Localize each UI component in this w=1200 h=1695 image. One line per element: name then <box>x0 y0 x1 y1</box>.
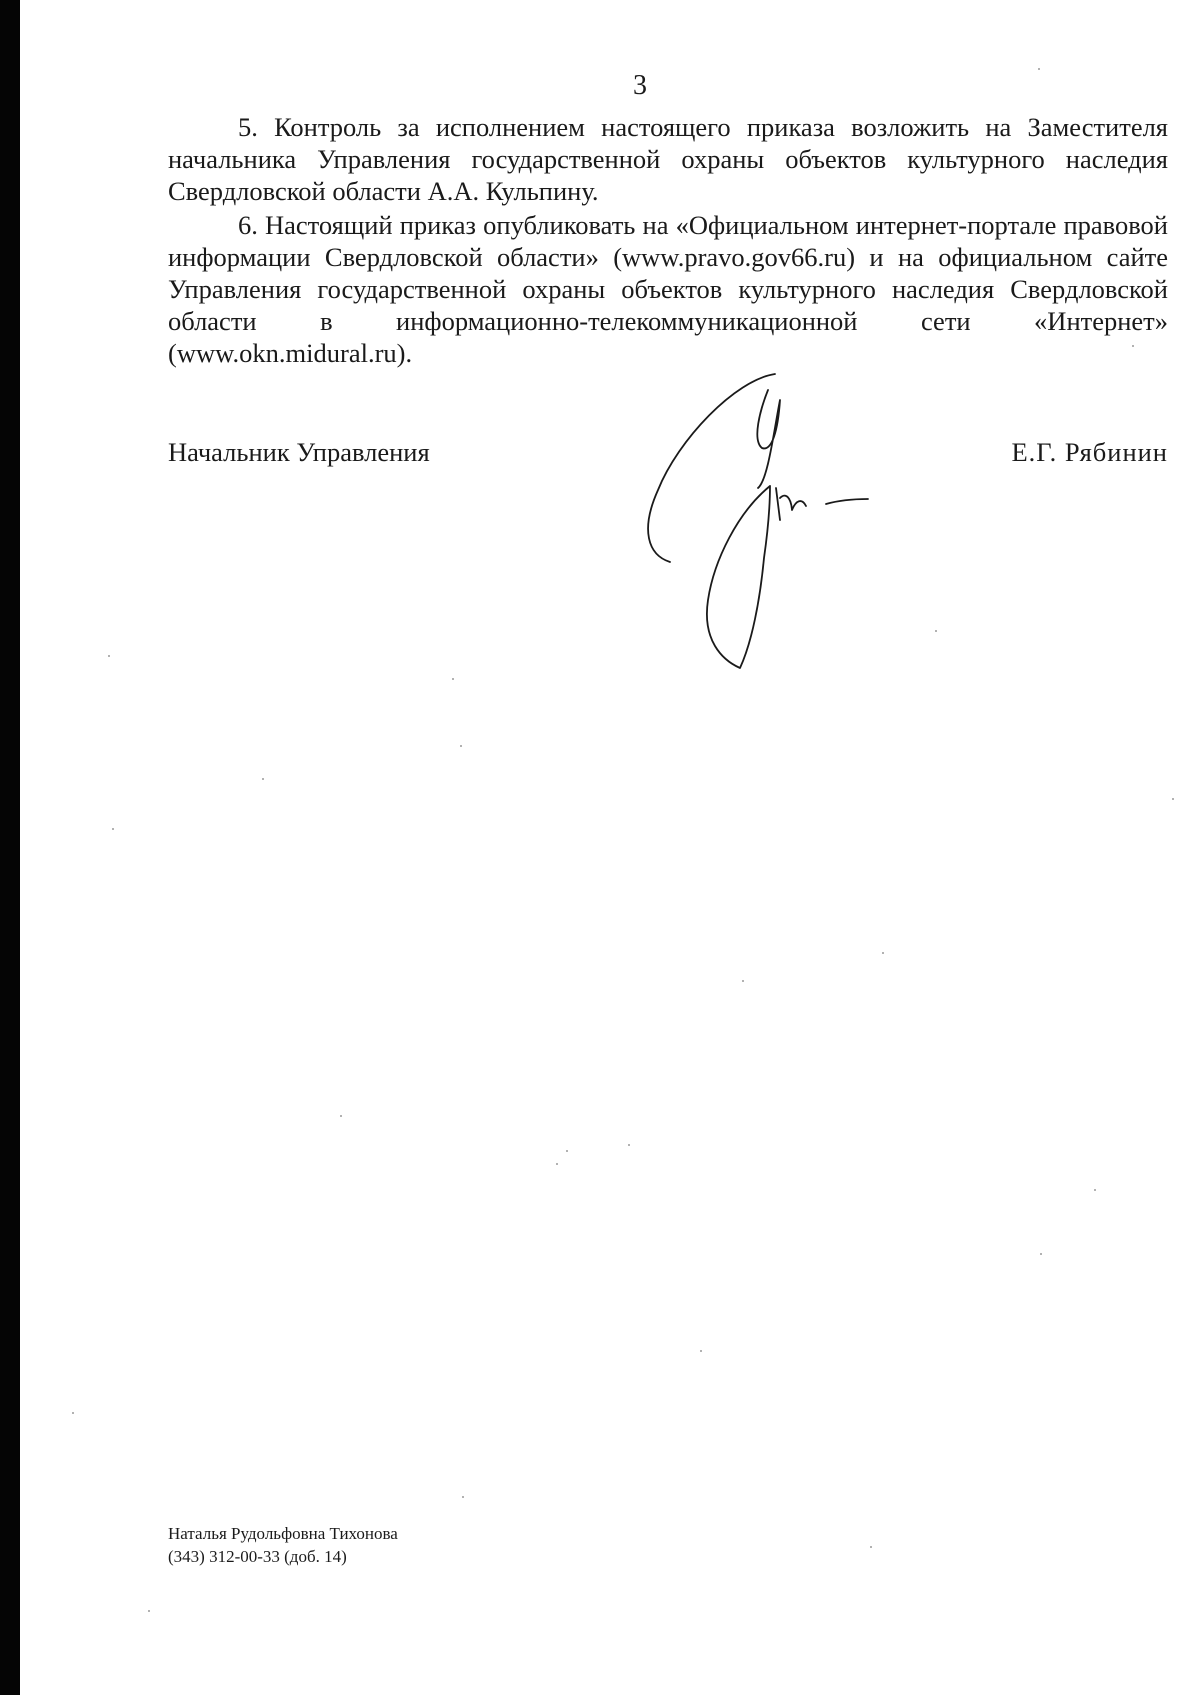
scan-speck <box>112 828 114 830</box>
scan-speck <box>262 778 264 780</box>
scan-speck <box>935 630 937 632</box>
scan-speck <box>1132 345 1134 347</box>
scan-speck <box>628 1144 630 1146</box>
paragraph-control: 5. Контроль за исполнением настоящего приказа возложить на Заместителя начальника Управления государственной охраны объектов культурного наследия Свердловской области А.А. Кульпину. <box>168 112 1168 206</box>
signer-position: Начальник Управления <box>168 437 430 467</box>
scan-speck <box>1040 1253 1042 1255</box>
contact-info <box>168 1522 398 1568</box>
scan-speck <box>1038 68 1040 70</box>
handwritten-signature <box>640 370 890 670</box>
paragraph-publication: 6. Настоящий приказ опубликовать на «Официальном интернет-портале правовой информации Свердловской области» (www.pravo.gov66.ru) и на официальном сайте Управления государственной охраны объектов культурного наследия Свердловской области в информационно-телекоммуникационной сети «Интернет» (www.okn.midural.ru). <box>168 210 1168 368</box>
scan-speck <box>742 980 744 982</box>
scan-speck <box>566 1150 568 1152</box>
scan-speck <box>556 1163 558 1165</box>
scan-speck <box>700 1350 702 1352</box>
scan-speck <box>460 745 462 747</box>
scan-speck <box>462 1496 464 1498</box>
contact-name: Наталья Рудольфовна Тихонова <box>168 1524 398 1543</box>
scan-speck <box>72 1412 74 1414</box>
scan-speck <box>452 678 454 680</box>
scan-speck <box>1172 798 1174 800</box>
scan-speck <box>870 1546 872 1548</box>
scan-speck <box>108 655 110 657</box>
document-body <box>168 111 1168 371</box>
signer-name: Е.Г. Рябинин <box>1011 437 1168 467</box>
scan-edge <box>0 0 20 1695</box>
contact-phone: (343) 312-00-33 (доб. 14) <box>168 1547 347 1566</box>
scan-speck <box>148 1610 150 1612</box>
scan-speck <box>340 1115 342 1117</box>
scan-speck <box>1094 1189 1096 1191</box>
scan-speck <box>882 952 884 954</box>
page-number: 3 <box>633 70 647 101</box>
